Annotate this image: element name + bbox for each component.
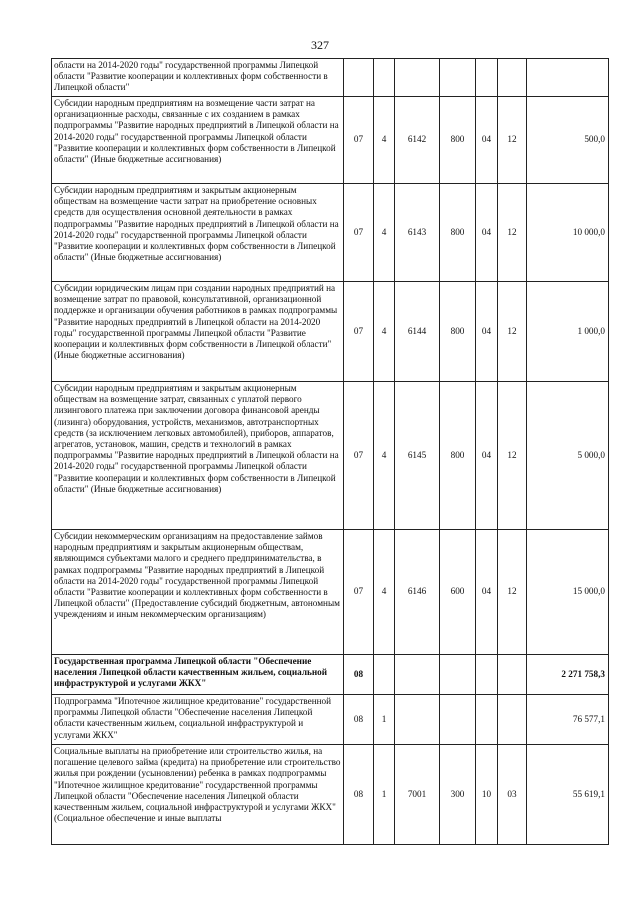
- amount: 5 000,0: [527, 382, 609, 530]
- direction-code: 6143: [395, 184, 440, 282]
- subsection-code: [498, 655, 527, 695]
- section-code: 04: [476, 530, 498, 655]
- table-row: [52, 530, 609, 655]
- subprogram-code: 4: [374, 530, 395, 655]
- amount: 10 000,0: [527, 184, 609, 282]
- row-description: Субсидии народным предприятиям и закрытым акционерным обществам на возмещение части затрат на приобретение основных средств для осуществления основной деятельности в рамках подпрограммы "Развитие народных предприятий в Липецкой области на 2014-2020 годы" государственной программы Липецкой области "Развитие кооперации и коллективных форм собственности в Липецкой области" (Иные бюджетные ассигнования): [52, 184, 344, 282]
- section-code: 10: [476, 745, 498, 845]
- subsection-code: 12: [498, 97, 527, 184]
- program-code: 07: [344, 530, 374, 655]
- program-code: 08: [344, 695, 374, 745]
- amount: [527, 59, 609, 97]
- table-row: [52, 695, 609, 745]
- direction-code: 6142: [395, 97, 440, 184]
- program-code: 08: [344, 655, 374, 695]
- expense-type-code: 300: [440, 745, 476, 845]
- page-number: 327: [311, 38, 329, 52]
- row-description: Подпрограмма "Ипотечное жилищное кредитование" государственной программы Липецкой области "Обеспечение населения Липецкой области качественным жильем, социальной инфраструктурой и услугами ЖКХ": [52, 695, 344, 745]
- direction-code: 6146: [395, 530, 440, 655]
- expense-type-code: [440, 695, 476, 745]
- section-code: [476, 59, 498, 97]
- subsection-code: [498, 59, 527, 97]
- direction-code: 7001: [395, 745, 440, 845]
- expense-type-code: [440, 655, 476, 695]
- program-code: 08: [344, 745, 374, 845]
- subsection-code: [498, 695, 527, 745]
- direction-code: 6144: [395, 282, 440, 382]
- program-code: [344, 59, 374, 97]
- direction-code: [395, 695, 440, 745]
- program-code: 07: [344, 282, 374, 382]
- amount: 15 000,0: [527, 530, 609, 655]
- row-description: Субсидии народным предприятиям на возмещение части затрат на организационные расходы, связанные с их созданием в рамках подпрограммы "Развитие народных предприятий в Липецкой области на 2014-2020 годы" государственной программы Липецкой области "Развитие кооперации и коллективных форм собственности в Липецкой области" (Иные бюджетные ассигнования): [52, 97, 344, 184]
- amount: 1 000,0: [527, 282, 609, 382]
- program-code: 07: [344, 97, 374, 184]
- expense-type-code: 600: [440, 530, 476, 655]
- table-row: [52, 59, 609, 97]
- program-code: 07: [344, 382, 374, 530]
- amount: 500,0: [527, 97, 609, 184]
- table-row: [52, 655, 609, 695]
- table-row: [52, 745, 609, 845]
- subsection-code: 12: [498, 382, 527, 530]
- subprogram-code: [374, 59, 395, 97]
- section-code: [476, 655, 498, 695]
- table-row: [52, 97, 609, 184]
- direction-code: [395, 59, 440, 97]
- row-description: области на 2014-2020 годы" государственной программы Липецкой области "Развитие кооперации и коллективных форм собственности в Липецкой области": [52, 59, 344, 97]
- row-description: Социальные выплаты на приобретение или строительство жилья, на погашение целевого займа (кредита) на приобретение или строительство жилья при рождении (усыновлении) ребенка в рамках подпрограммы "Ипотечное жилищное кредитование" государственной программы Липецкой области "Обеспечение населения Липецкой области качественным жильем, социальной инфраструктурой и услугами ЖКХ" (Социальное обеспечение и иные выплаты: [52, 745, 344, 845]
- budget-table: [51, 58, 609, 845]
- section-code: 04: [476, 382, 498, 530]
- subprogram-code: 4: [374, 184, 395, 282]
- expense-type-code: 800: [440, 97, 476, 184]
- amount: 55 619,1: [527, 745, 609, 845]
- subsection-code: 12: [498, 282, 527, 382]
- section-code: 04: [476, 282, 498, 382]
- row-description: Субсидии юридическим лицам при создании народных предприятий на возмещение затрат по правовой, консультативной, организационной поддержке и организации обучения работников в рамках подпрограммы "Развитие народных предприятий в Липецкой области на 2014-2020 годы" государственной программы Липецкой области "Развитие кооперации и коллективных форм собственности в Липецкой области" (Иные бюджетные ассигнования): [52, 282, 344, 382]
- program-code: 07: [344, 184, 374, 282]
- row-description: Субсидии народным предприятиям и закрытым акционерным обществам на возмещение затрат, связанных с уплатой первого лизингового платежа при заключении договора финансовой аренды (лизинга) оборудования, устройств, механизмов, автотранспортных средств (за исключением легковых автомобилей), приборов, аппаратов, агрегатов, установок, машин, средств и технологий в рамках подпрограммы "Развитие народных предприятий в Липецкой области на 2014-2020 годы" государственной программы Липецкой области "Развитие кооперации и коллективных форм собственности в Липецкой области" (Иные бюджетные ассигнования): [52, 382, 344, 530]
- row-description: Государственная программа Липецкой области "Обеспечение населения Липецкой области качественным жильем, социальной инфраструктурой и услугами ЖКХ": [52, 655, 344, 695]
- table-row: [52, 382, 609, 530]
- section-code: [476, 695, 498, 745]
- row-description: Субсидии некоммерческим организациям на предоставление займов народным предприятиям и закрытым акционерным обществам, являющимся субъектами малого и среднего предпринимательства, в рамках подпрограммы "Развитие народных предприятий в Липецкой области на 2014-2020 годы" государственной программы Липецкой области "Развитие кооперации и коллективных форм собственности в Липецкой области" (Предоставление субсидий бюджетным, автономным учреждениям и иным некоммерческим организациям): [52, 530, 344, 655]
- subsection-code: 03: [498, 745, 527, 845]
- subprogram-code: 1: [374, 695, 395, 745]
- expense-type-code: 800: [440, 282, 476, 382]
- direction-code: [395, 655, 440, 695]
- subsection-code: 12: [498, 530, 527, 655]
- amount: 76 577,1: [527, 695, 609, 745]
- table-row: [52, 282, 609, 382]
- subprogram-code: 4: [374, 282, 395, 382]
- expense-type-code: 800: [440, 382, 476, 530]
- table-row: [52, 184, 609, 282]
- direction-code: 6145: [395, 382, 440, 530]
- expense-type-code: 800: [440, 184, 476, 282]
- section-code: 04: [476, 97, 498, 184]
- subsection-code: 12: [498, 184, 527, 282]
- subprogram-code: 1: [374, 745, 395, 845]
- subprogram-code: [374, 655, 395, 695]
- amount: 2 271 758,3: [527, 655, 609, 695]
- expense-type-code: [440, 59, 476, 97]
- subprogram-code: 4: [374, 382, 395, 530]
- section-code: 04: [476, 184, 498, 282]
- subprogram-code: 4: [374, 97, 395, 184]
